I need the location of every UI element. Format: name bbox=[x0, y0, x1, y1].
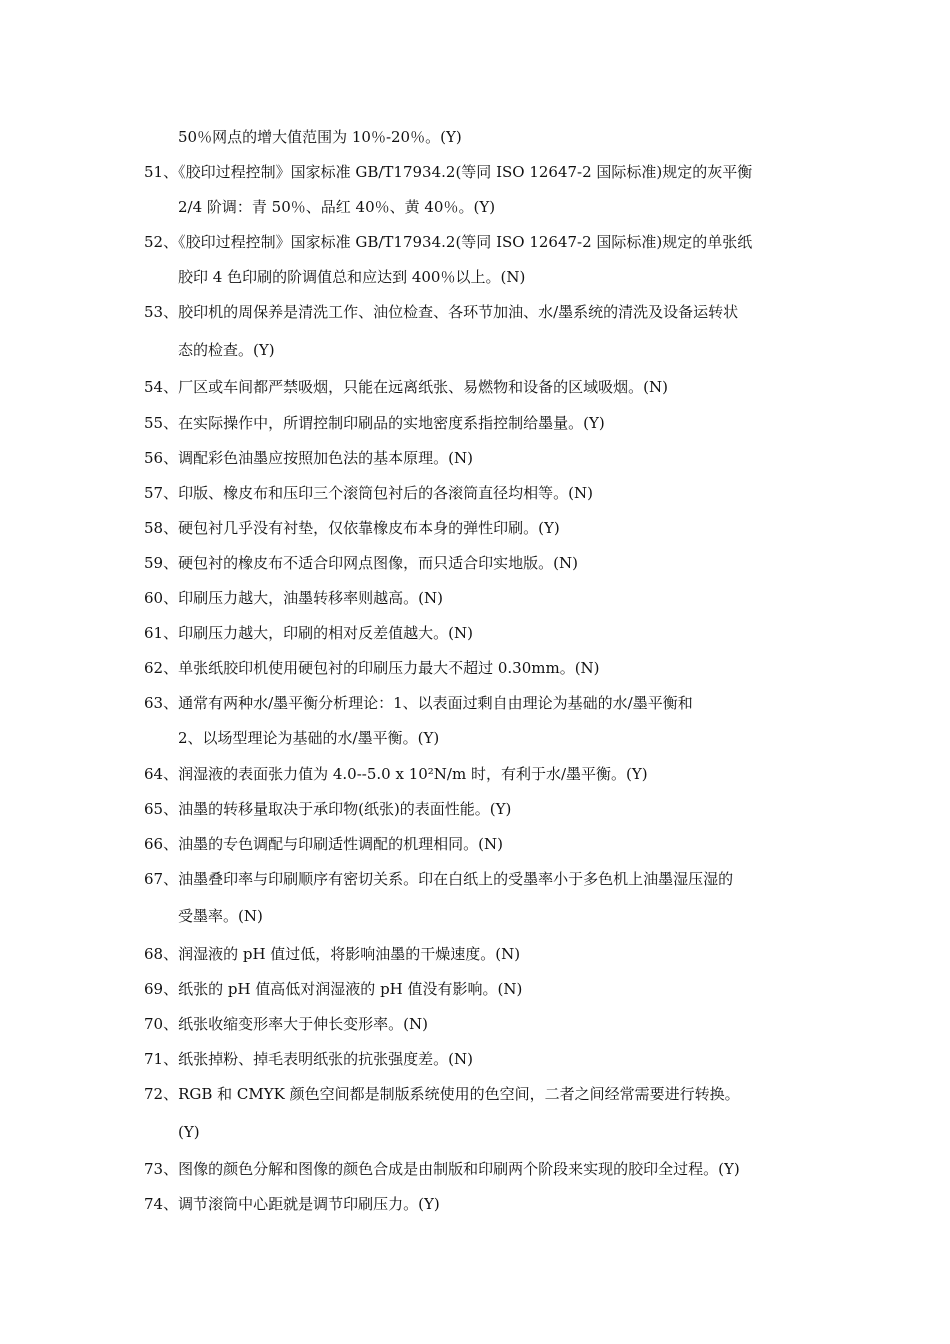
question-line: 55、在实际操作中，所谓控制印刷品的实地密度系指控制给墨量。(Y) bbox=[144, 413, 605, 432]
question-list bbox=[0, 124, 950, 1226]
text-line: (Y) bbox=[178, 1122, 200, 1141]
text-line: 胶印 4 色印刷的阶调值总和应达到 400％以上。(N) bbox=[178, 268, 526, 287]
question-line: 54、厂区或车间都严禁吸烟，只能在远离纸张、易燃物和设备的区域吸烟。(N) bbox=[144, 378, 668, 397]
question-line: 73、图像的颜色分解和图像的颜色合成是由制版和印刷两个阶段来实现的胶印全过程。(Y) bbox=[144, 1160, 740, 1179]
question-line: 74、调节滚筒中心距就是调节印刷压力。(Y) bbox=[144, 1195, 440, 1214]
question-line: 60、印刷压力越大，油墨转移率则越高。(N) bbox=[144, 589, 443, 608]
question-line: 58、硬包衬几乎没有衬垫，仅依靠橡皮布本身的弹性印刷。(Y) bbox=[144, 518, 560, 537]
question-line: 66、油墨的专色调配与印刷适性调配的机理相同。(N) bbox=[144, 834, 503, 853]
question-line: 59、硬包衬的橡皮布不适合印网点图像，而只适合印实地版。(N) bbox=[144, 553, 578, 572]
text-line: 2/4 阶调：青 50％、品红 40％、黄 40％。(Y) bbox=[178, 198, 496, 217]
question-line: 62、单张纸胶印机使用硬包衬的印刷压力最大不超过 0.30mm。(N) bbox=[144, 659, 600, 678]
question-line: 70、纸张收缩变形率大于伸长变形率。(N) bbox=[144, 1014, 428, 1033]
question-line: 52、《胶印过程控制》国家标准 GB/T17934.2(等同 ISO 12647-2 国际标准)规定的单张纸 bbox=[144, 233, 753, 252]
question-line: 51、《胶印过程控制》国家标准 GB/T17934.2(等同 ISO 12647-2 国际标准)规定的灰平衡 bbox=[144, 163, 753, 182]
question-line: 53、胶印机的周保养是清洗工作、油位检查、各环节加油、水/墨系统的清洗及设备运转状 bbox=[144, 303, 739, 322]
question-line: 64、润湿液的表面张力值为 4.0--5.0 x 10²N/m 时，有利于水/墨平衡。(Y) bbox=[144, 764, 648, 783]
question-line: 56、调配彩色油墨应按照加色法的基本原理。(N) bbox=[144, 448, 473, 467]
text-line: 受墨率。(N) bbox=[178, 907, 263, 926]
question-line: 63、通常有两种水/墨平衡分析理论：1、以表面过剩自由理论为基础的水/墨平衡和 bbox=[144, 694, 693, 713]
question-line: 69、纸张的 pH 值高低对润湿液的 pH 值没有影响。(N) bbox=[144, 979, 523, 998]
text-line: 50％网点的增大值范围为 10％-20％。(Y) bbox=[178, 128, 462, 146]
question-line: 68、润湿液的 pH 值过低，将影响油墨的干燥速度。(N) bbox=[144, 944, 521, 963]
question-line: 72、RGB 和 CMYK 颜色空间都是制版系统使用的色空间，二者之间经常需要进行转换。 bbox=[144, 1085, 740, 1104]
question-line: 67、油墨叠印率与印刷顺序有密切关系。印在白纸上的受墨率小于多色机上油墨湿压湿的 bbox=[144, 869, 734, 888]
question-line: 57、印版、橡皮布和压印三个滚筒包衬后的各滚筒直径均相等。(N) bbox=[144, 483, 593, 502]
text-line: 2、以场型理论为基础的水/墨平衡。(Y) bbox=[178, 729, 440, 748]
question-line: 61、印刷压力越大，印刷的相对反差值越大。(N) bbox=[144, 624, 473, 643]
text-line: 态的检查。(Y) bbox=[178, 340, 275, 359]
question-line: 65、油墨的转移量取决于承印物(纸张)的表面性能。(Y) bbox=[144, 799, 512, 818]
question-line: 71、纸张掉粉、掉毛表明纸张的抗张强度差。(N) bbox=[144, 1050, 473, 1069]
